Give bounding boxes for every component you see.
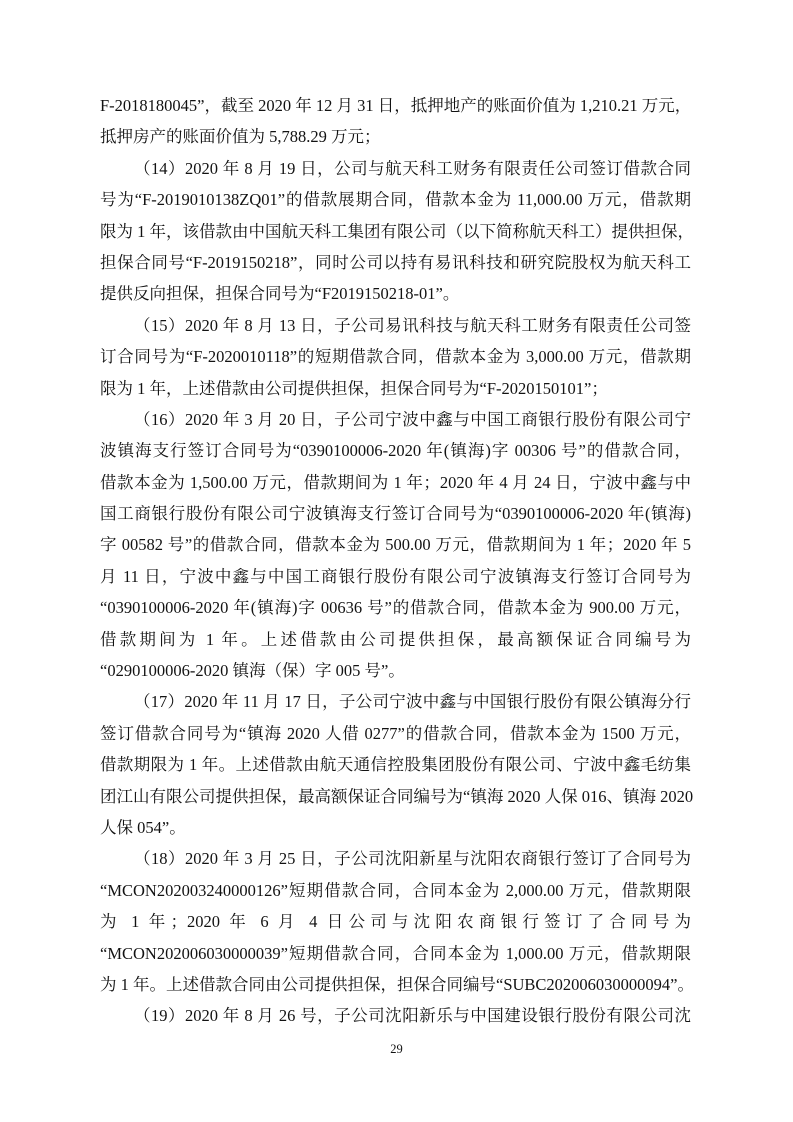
text-line: 担保合同号“F-2019150218”，同时公司以持有易讯科技和研究院股权为航天科工: [100, 252, 691, 272]
text-line: “MCON202003240000126”短期借款合同，合同本金为 2,000.00 万元，借款期限: [100, 880, 691, 900]
text-line: （19）2020 年 8 月 26 号，子公司沈阳新乐与中国建设银行股份有限公司沈: [134, 1006, 691, 1026]
text-line: 借款本金为 1,500.00 万元，借款期间为 1 年；2020 年 4 月 24 日，宁波中鑫与中: [100, 472, 691, 492]
text-line: “MCON202006030000039”短期借款合同，合同本金为 1,000.00 万元，借款期限: [100, 943, 691, 963]
text-line: “0290100006-2020 镇海（保）字 005 号”。: [100, 661, 405, 681]
text-line: 借款期间为 1 年。上述借款由公司提供担保，最高额保证合同编号为: [100, 629, 691, 649]
text-line: 订合同号为“F-2020010118”的短期借款合同，借款本金为 3,000.00 万元，借款期: [100, 347, 691, 367]
text-line: 抵押房产的账面价值为 5,788.29 万元；: [100, 127, 381, 147]
text-line: （15）2020 年 8 月 13 日，子公司易讯科技与航天科工财务有限责任公司签: [134, 315, 691, 335]
document-body: [100, 90, 694, 1032]
text-line: 限为 1 年，上述借款由公司提供担保，担保合同号为“F-2020150101”；: [100, 378, 608, 398]
text-line: 国工商银行股份有限公司宁波镇海支行签订合同号为“0390100006-2020 年(镇海): [100, 504, 691, 524]
text-line: 波镇海支行签订合同号为“0390100006-2020 年(镇海)字 00306 号”的借款合同，: [100, 441, 691, 461]
text-line: 借款期限为 1 年。上述借款由航天通信控股集团股份有限公司、宁波中鑫毛纺集: [100, 755, 691, 775]
text-line: “0390100006-2020 年(镇海)字 00636 号”的借款合同，借款本金为 900.00 万元，: [100, 598, 691, 618]
text-line: 月 11 日，宁波中鑫与中国工商银行股份有限公司宁波镇海支行签订合同号为: [100, 566, 691, 586]
text-line: （14）2020 年 8 月 19 日，公司与航天科工财务有限责任公司签订借款合同: [134, 158, 691, 178]
text-line: 限为 1 年，该借款由中国航天科工集团有限公司（以下简称航天科工）提供担保，: [100, 221, 694, 241]
text-line: 字 00582 号”的借款合同，借款本金为 500.00 万元，借款期间为 1 年；2020 年 5: [100, 535, 691, 555]
text-line: 人保 054”。: [100, 817, 186, 837]
text-line: 签订借款合同号为“镇海 2020 人借 0277”的借款合同，借款本金为 1500 万元，: [100, 723, 691, 743]
text-line: 提供反向担保，担保合同号为“F2019150218-01”。: [100, 284, 460, 304]
text-line: 为 1 年。上述借款合同由公司提供担保，担保合同编号“SUBC202006030000094”。: [100, 974, 694, 994]
text-line: F-2018180045”，截至 2020 年 12 月 31 日，抵押地产的账面价值为 1,210.21 万元，: [100, 96, 692, 115]
text-line: （18）2020 年 3 月 25 日，子公司沈阳新星与沈阳农商银行签订了合同号为: [134, 849, 691, 869]
page-number: 29: [390, 1042, 403, 1056]
text-line: （16）2020 年 3 月 20 日，子公司宁波中鑫与中国工商银行股份有限公司宁: [134, 409, 691, 429]
text-line: 为 1 年；2020 年 6 月 4 日公司与沈阳农商银行签订了合同号为: [100, 912, 691, 932]
text-line: 团江山有限公司提供担保，最高额保证合同编号为“镇海 2020 人保 016、镇海 2020: [100, 786, 694, 806]
text-line: 号为“F-2019010138ZQ01”的借款展期合同，借款本金为 11,000.00 万元，借款期: [100, 190, 691, 210]
text-line: （17）2020 年 11 月 17 日，子公司宁波中鑫与中国银行股份有限公镇海分行: [134, 692, 691, 712]
